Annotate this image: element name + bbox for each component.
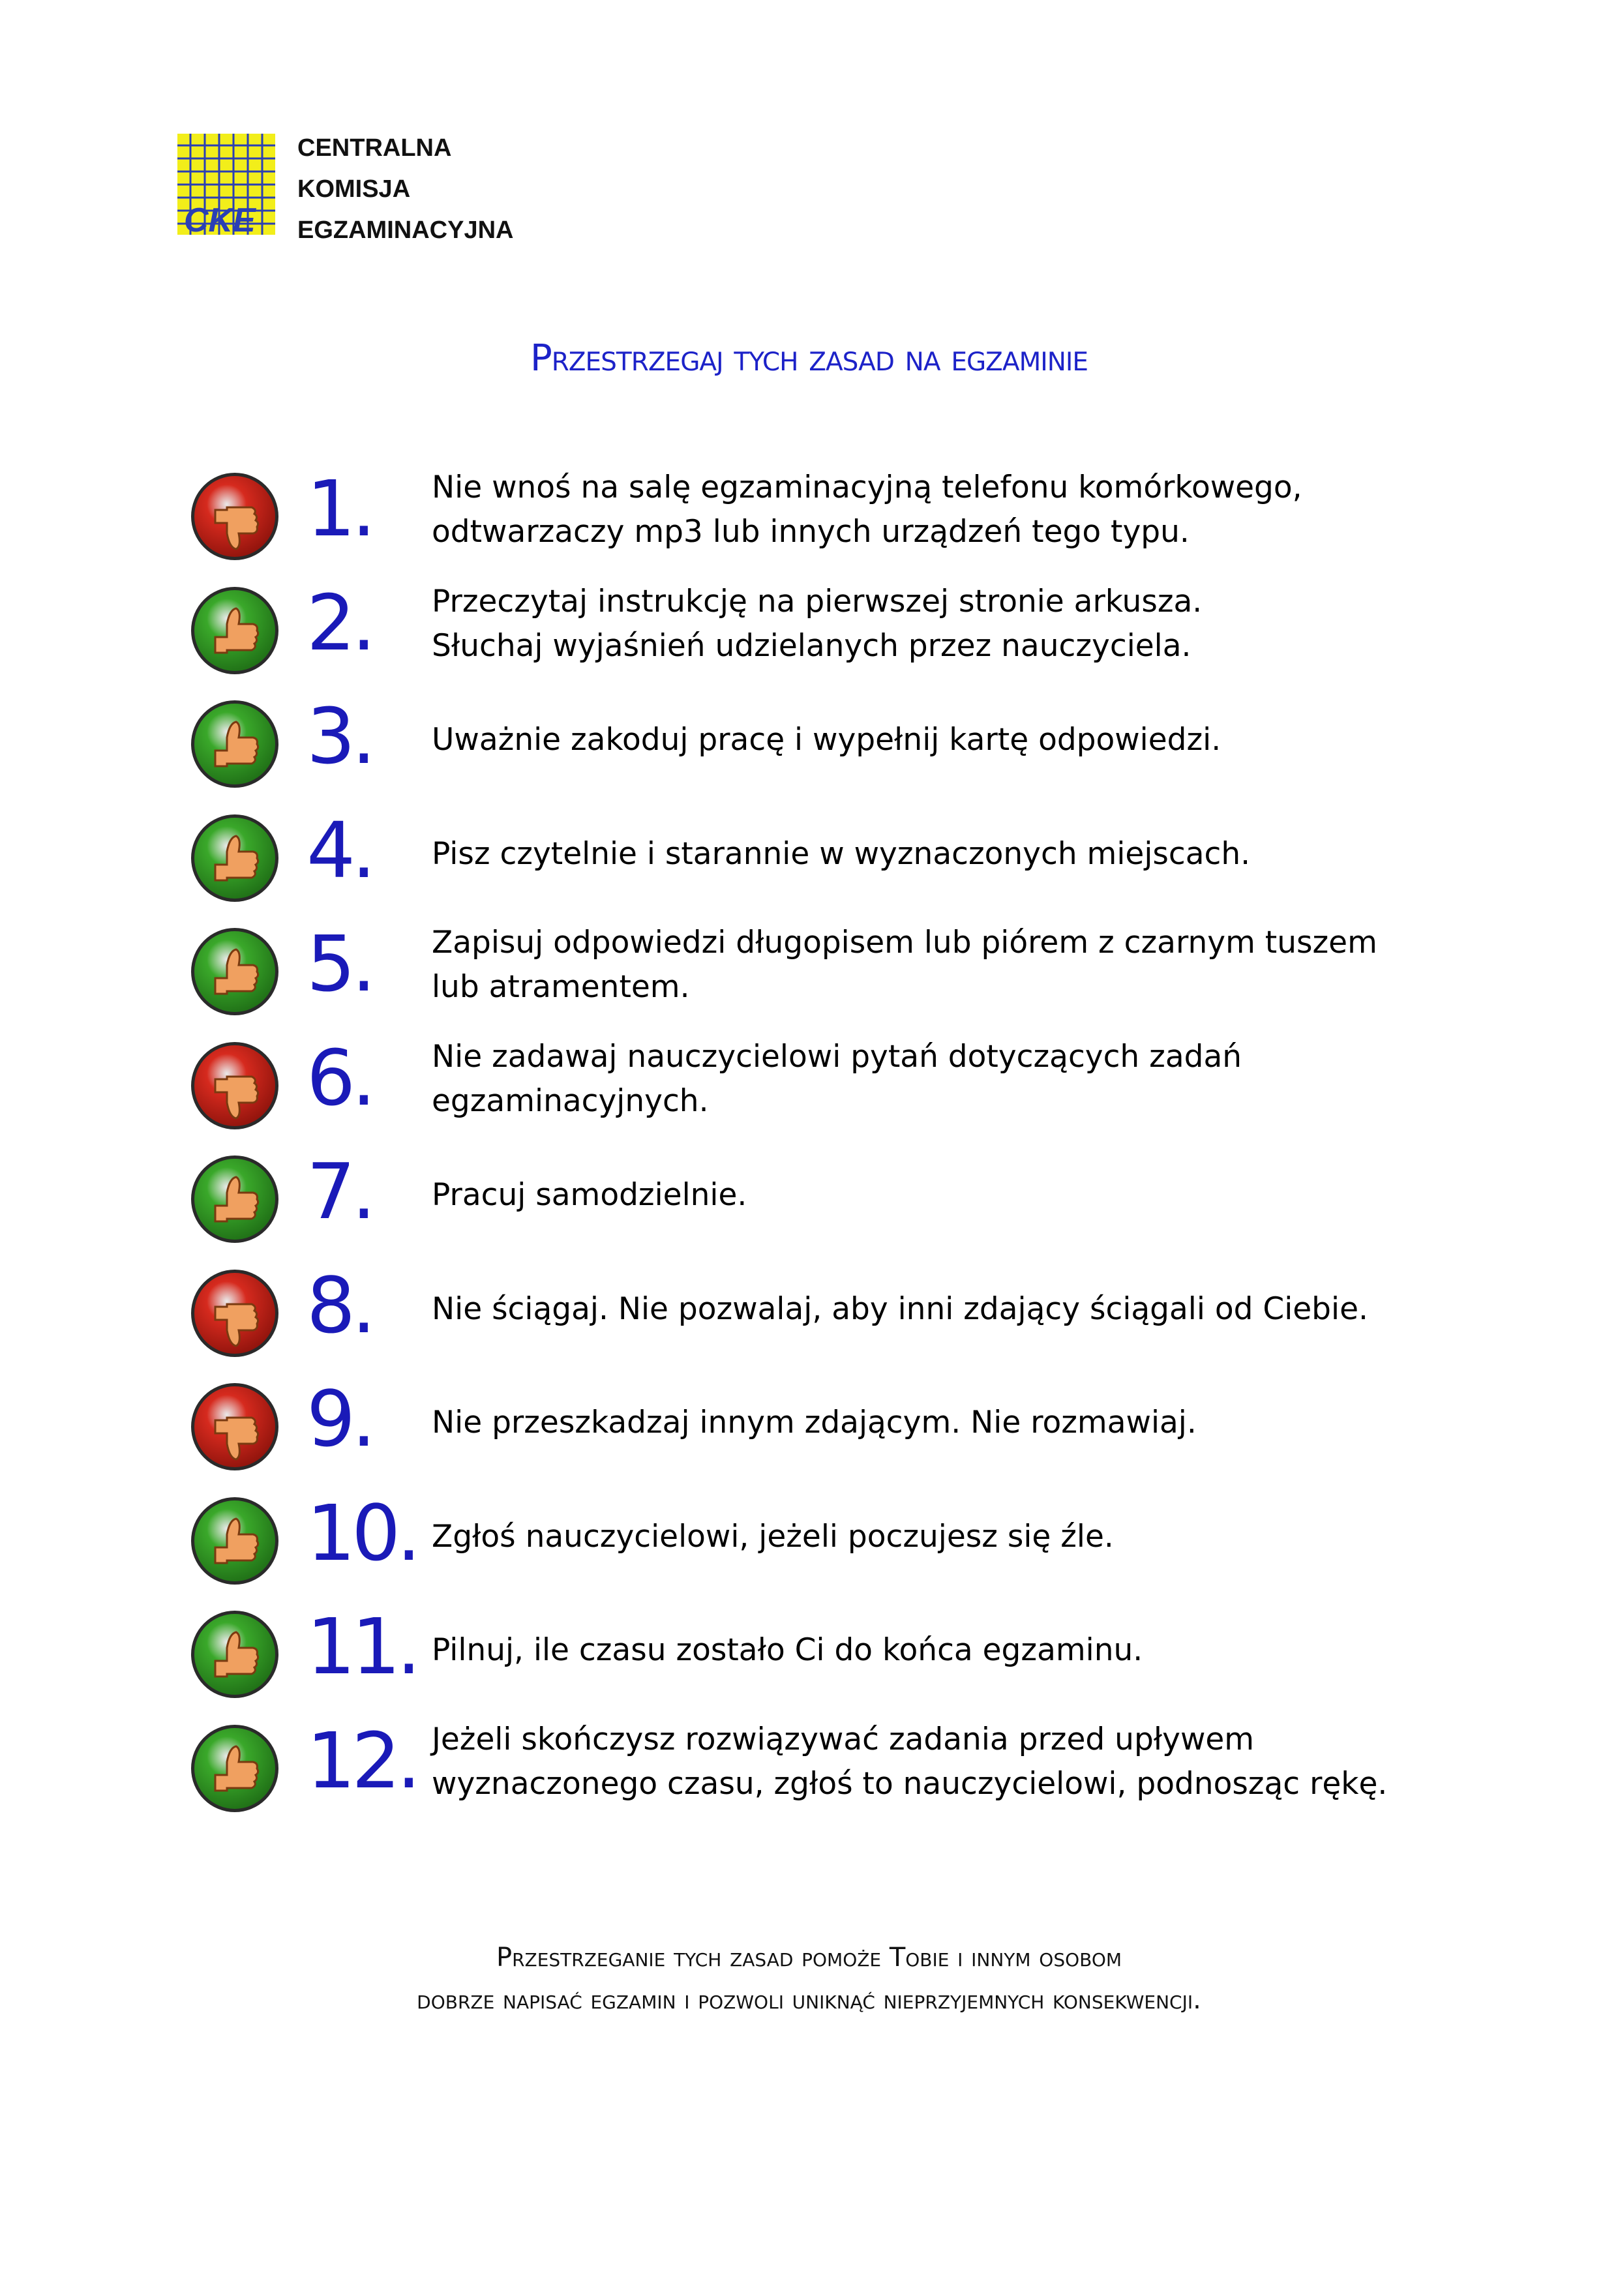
thumbs-down-icon (189, 471, 280, 562)
rule-text: Uważnie zakoduj pracę i wypełnij kartę odpowiedzi. (432, 722, 1221, 758)
thumbs-down-icon (189, 1268, 280, 1359)
rule-item (189, 1146, 1441, 1258)
cke-logo (177, 134, 275, 235)
rule-item (189, 1716, 1441, 1827)
rule-number: 7. (307, 1146, 372, 1236)
rule-text: Nie ściągaj. Nie pozwalaj, aby inni zdający ściągali od Ciebie. (432, 1291, 1368, 1327)
rule-number: 12. (307, 1716, 417, 1806)
thumbs-up-icon (189, 1154, 280, 1245)
rule-text: Jeżeli skończysz rozwiązywać zadania przed upływem wyznaczonego czasu, zgłoś to nauczycielowi, podnosząc rękę. (432, 1722, 1388, 1802)
rule-item (189, 1602, 1441, 1713)
org-line-2: KOMISJA (297, 175, 411, 203)
rule-item (189, 464, 1441, 575)
rule-text: Zgłoś nauczycielowi, jeżeli poczujesz się źle. (432, 1519, 1114, 1555)
rule-text: Nie zadawaj nauczycielowi pytań dotyczących zadań egzaminacyjnych. (432, 1039, 1242, 1119)
rule-text: Pracuj samodzielnie. (432, 1177, 747, 1213)
thumbs-up-icon (189, 698, 280, 790)
rule-text: Przeczytaj instrukcję na pierwszej stronie arkusza. Słuchaj wyjaśnień udzielanych przez nauczyciela. (432, 584, 1203, 664)
thumbs-up-icon (189, 1609, 280, 1700)
footer-line-1: Przestrzeganie tych zasad pomoże Tobie i innym osobom (496, 1943, 1122, 1973)
rule-text: Pilnuj, ile czasu zostało Ci do końca egzaminu. (432, 1632, 1143, 1668)
rule-number: 8. (307, 1260, 372, 1350)
rule-item (189, 919, 1441, 1030)
organization-name (297, 128, 513, 251)
rule-item (189, 691, 1441, 803)
rule-text: Nie wnoś na salę egzaminacyjną telefonu komórkowego, odtwarzaczy mp3 lub innych urządzeń tego typu. (432, 470, 1302, 550)
page-title-text: Przestrzegaj tych zasad na egzaminie (530, 337, 1088, 380)
rule-text: Zapisuj odpowiedzi długopisem lub piórem z czarnym tuszem lub atramentem. (432, 925, 1377, 1005)
rule-number: 10. (307, 1488, 417, 1578)
thumbs-up-icon (189, 1723, 280, 1814)
rule-item (189, 1260, 1441, 1372)
org-line-3: EGZAMINACYJNA (297, 216, 514, 244)
rule-text: Nie przeszkadzaj innym zdającym. Nie rozmawiaj. (432, 1405, 1197, 1440)
rule-number: 6. (307, 1033, 372, 1123)
rule-number: 3. (307, 691, 372, 781)
rule-item (189, 578, 1441, 689)
thumbs-down-icon (189, 1040, 280, 1131)
page-title (0, 329, 1618, 388)
footer-line-2: dobrze napisać egzamin i pozwoli uniknąć nieprzyjemnych konsekwencji. (417, 1985, 1201, 2015)
logo-lettering: CKE (184, 201, 256, 235)
rule-item (189, 805, 1441, 917)
org-line-1: CENTRALNA (297, 134, 452, 162)
rule-number: 2. (307, 578, 372, 668)
thumbs-up-icon (189, 813, 280, 904)
rule-number: 5. (307, 919, 372, 1009)
rule-text: Pisz czytelnie i starannie w wyznaczonych miejscach. (432, 836, 1251, 872)
rule-number: 11. (307, 1602, 417, 1692)
rule-number: 9. (307, 1374, 372, 1464)
thumbs-up-icon (189, 1495, 280, 1587)
thumbs-down-icon (189, 1381, 280, 1472)
thumbs-up-icon (189, 585, 280, 676)
rule-number: 4. (307, 805, 372, 895)
rule-number: 1. (307, 464, 372, 554)
rule-item (189, 1033, 1441, 1144)
rule-item (189, 1374, 1441, 1485)
rule-item (189, 1488, 1441, 1600)
thumbs-up-icon (189, 926, 280, 1017)
